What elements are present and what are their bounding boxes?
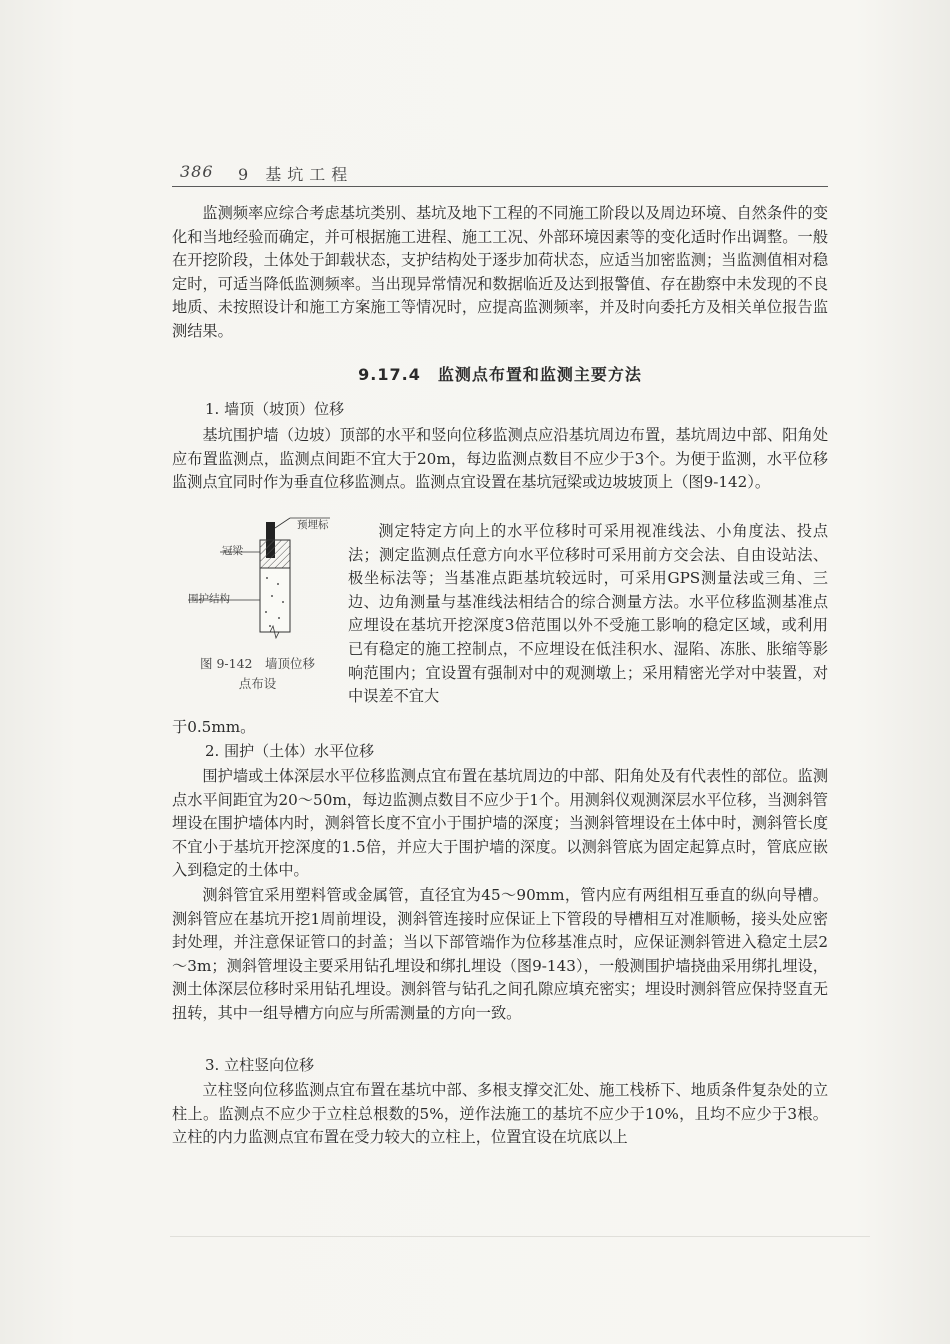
- item1-title: 1. 墙顶（坡顶）位移: [205, 400, 345, 418]
- label-embedded-marker: 预埋标: [297, 519, 329, 531]
- crown-beam: [260, 540, 290, 568]
- retaining-structure: [260, 568, 290, 632]
- section-heading: 9.17.4 监测点布置和监测主要方法: [358, 365, 642, 384]
- item2-paragraph-2: 测斜管宜采用塑料管或金属管，直径宜为45～90mm，管内应有两组相互垂直的纵向导槽。测斜管应在基坑开挖1周前埋设，测斜管连接时应保证上下管段的导槽相互对准顺畅，接头处应密封处理，并注意保证管口的封盖；当以下部管端作为位移基准点时，应保证测斜管进入稳定土层2～3m；测斜管埋设主要采用钻孔埋设和绑扎埋设（图9-143），一般测围护墙挠曲采用绑扎埋设，测土体深层位移时采用钻孔埋设。测斜管与钻孔之间孔隙应填充密实；埋设时测斜管应保持竖直无扭转，其中一组导槽方向应与所需测量的方向一致。: [172, 886, 828, 1022]
- figure-caption: [180, 654, 335, 694]
- label-crown-beam: 冠梁: [222, 545, 243, 557]
- item2-title: 2. 围护（土体）水平位移: [205, 742, 375, 760]
- bottom-edge-line: [170, 1236, 870, 1237]
- page-header: [172, 160, 828, 187]
- chapter-title: 9 基坑工程: [238, 165, 354, 184]
- item3-paragraph-1: 立柱竖向位移监测点宜布置在基坑中部、多根支撑交汇处、施工栈桥下、地质条件复杂处的立柱上。监测点不应少于立柱总根数的5%，逆作法施工的基坑不应少于10%，且均不应少于3根。立柱的内力监测点宜布置在受力较大的立柱上，位置宜设在坑底以上: [172, 1081, 828, 1147]
- item3-title: 3. 立柱竖向位移: [205, 1056, 315, 1074]
- item1-paragraph-2-tail: 于0.5mm。: [172, 718, 256, 736]
- paragraph-monitoring-frequency: 监测频率应综合考虑基坑类别、基坑及地下工程的不同施工阶段以及周边环境、自然条件的变化和当地经验而确定，并可根据施工进程、施工工况、外部环境因素等的变化适时作出调整。一般在开挖阶段，土体处于卸载状态，支护结构处于逐步加荷状态，应适当加密监测；当监测值相对稳定时，可适当降低监测频率。当出现异常情况和数据临近及达到报警值、存在勘察中未发现的不良地质、未按照设计和施工方案施工等情况时，应提高监测频率，并及时向委托方及相关单位报告监测结果。: [172, 204, 828, 340]
- figure-caption-line2: 点布设: [238, 676, 277, 691]
- item1-paragraph-2: 测定特定方向上的水平位移时可采用视准线法、小角度法、投点法；测定监测点任意方向水平位移时可采用前方交会法、自由设站法、极坐标法等；当基准点距基坑较远时，可采用GPS测量法或三角、三边、边角测量与基准线法相结合的综合测量方法。水平位移监测基准点应埋设在基坑开挖深度3倍范围以外不受施工影响的稳定区域，或利用已有稳定的施工控制点，不应埋设在低洼积水、湿陷、冻胀、胀缩等影响范围内；宜设置有强制对中的观测墩上；采用精密光学对中装置，对中误差不宜大: [348, 522, 828, 706]
- item1-paragraph-1: 基坑围护墙（边坡）顶部的水平和竖向位移监测点应沿基坑周边布置，基坑周边中部、阳角处应布置监测点，监测点间距不宜大于20m，每边监测点数目不应少于3个。为便于监测，水平位移监测点宜同时作为垂直位移监测点。监测点宜设置在基坑冠梁或边坡坡顶上（图9-142）。: [172, 426, 828, 492]
- wall-top-diagram: [180, 514, 340, 654]
- figure-caption-line1: 图 9-142 墙顶位移: [199, 656, 315, 671]
- label-retaining-structure: 围护结构: [188, 593, 230, 605]
- page-number: 386: [180, 162, 214, 181]
- item2-paragraph-1: 围护墙或土体深层水平位移监测点宜布置在基坑周边的中部、阳角处及有代表性的部位。监测点水平间距宜为20～50m，每边监测点数目不应少于1个。用测斜仪观测深层水平位移，当测斜管埋设在围护墙体内时，测斜管长度不宜小于围护墙的深度；当测斜管埋设在土体中时，测斜管长度不宜小于基坑开挖深度的1.5倍，并应大于围护墙的深度。以测斜管底为固定起算点时，管底应嵌入到稳定的土体中。: [172, 767, 828, 880]
